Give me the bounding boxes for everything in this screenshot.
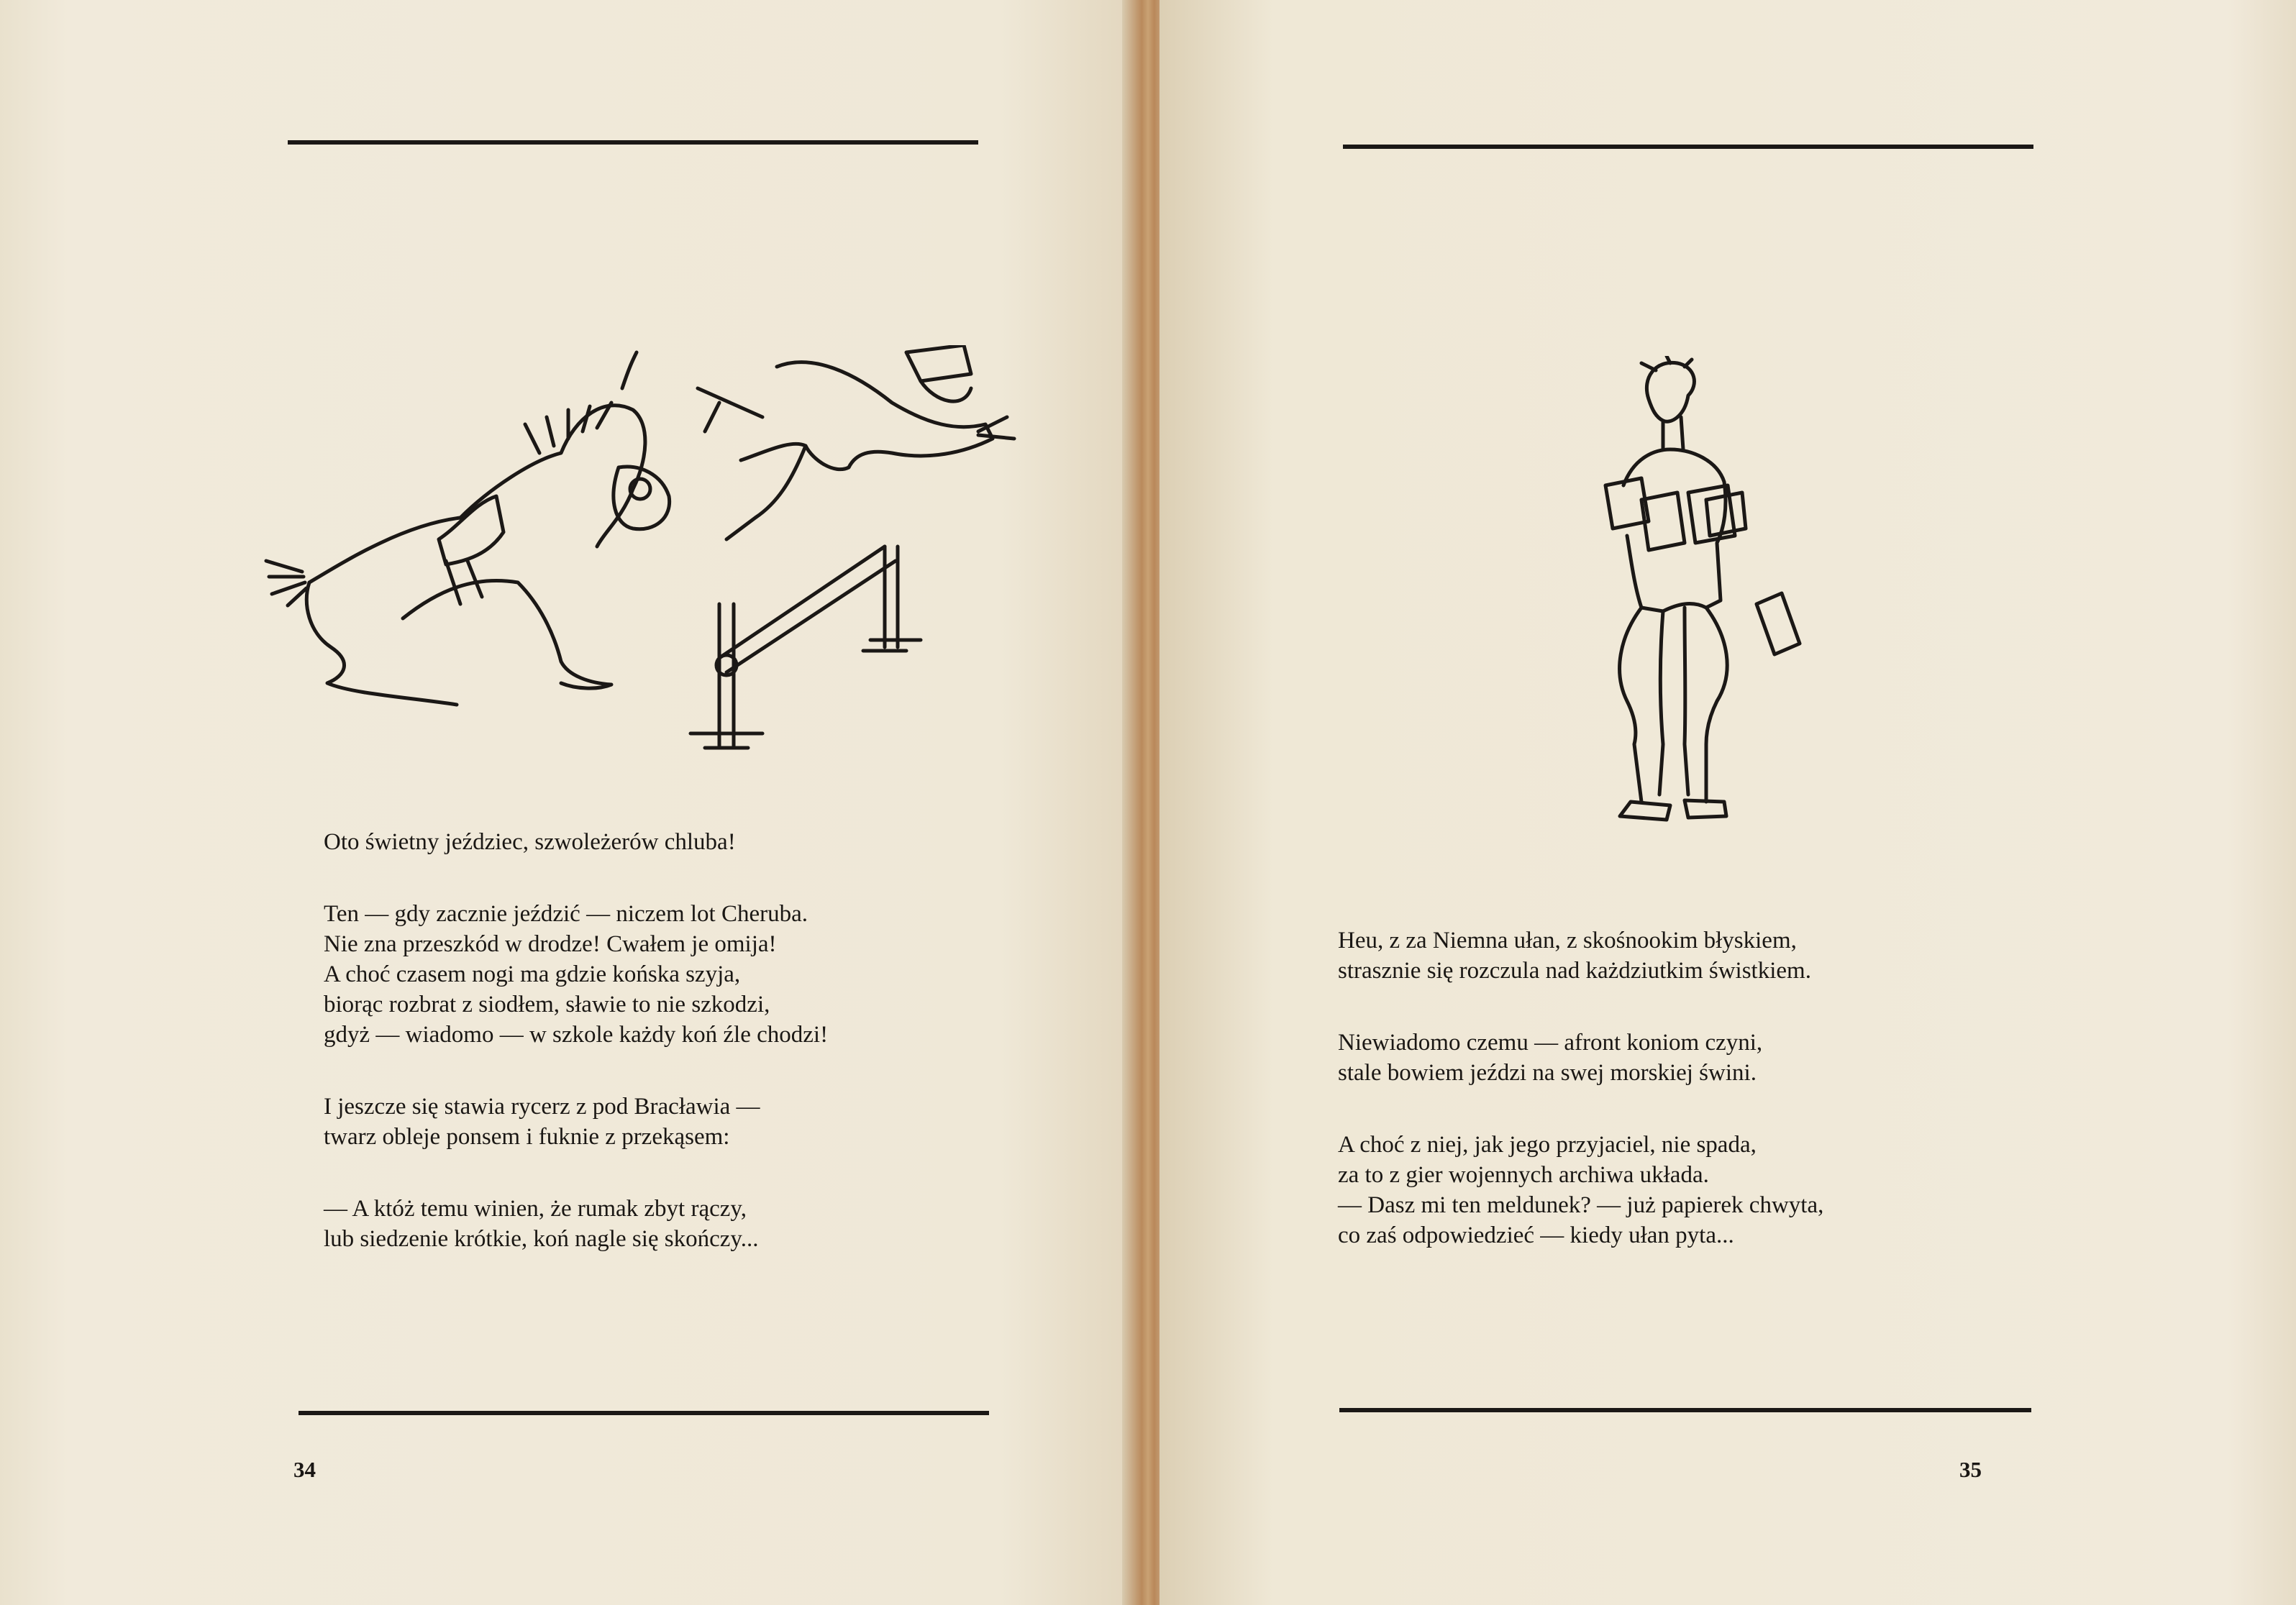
verse-line: Nie zna przeszkód w drodze! Cwałem je omija!: [324, 931, 777, 957]
left-page: [0, 0, 1136, 1605]
top-rule: [1343, 145, 2033, 149]
verse-line: Niewiadomo czemu — afront koniom czyni,: [1338, 1030, 1763, 1056]
verse-line: biorąc rozbrat z siodłem, sławie to nie szkodzi,: [324, 992, 770, 1018]
verse-line: lub siedzenie krótkie, koń nagle się skończy...: [324, 1226, 759, 1252]
stanza: [324, 899, 828, 1050]
bottom-rule: [299, 1411, 989, 1415]
uhlan-illustration: [1562, 356, 1807, 823]
verse-line: A choć z niej, jak jego przyjaciel, nie spada,: [1338, 1132, 1757, 1158]
stanza: [324, 827, 828, 857]
verse-line: — Dasz mi ten meldunek? — już papierek chwyta,: [1338, 1192, 1824, 1218]
verse-line: twarz obleje ponsem i fuknie z przekąsem:: [324, 1124, 730, 1150]
stanza: [324, 1194, 828, 1254]
left-verse: [324, 827, 828, 1296]
verse-line: za to z gier wojennych archiwa układa.: [1338, 1162, 1709, 1188]
horse-rider-drawing: [259, 345, 1021, 777]
page-number: 35: [1959, 1457, 1982, 1482]
right-page: [1160, 0, 2296, 1605]
horse-and-rider-illustration: [259, 345, 1021, 777]
verse-line: Oto świetny jeździec, szwoleżerów chluba!: [324, 829, 736, 855]
page-number: 34: [293, 1457, 316, 1482]
bottom-rule: [1339, 1408, 2031, 1412]
verse-line: stale bowiem jeździ na swej morskiej świni.: [1338, 1060, 1757, 1086]
uhlan-drawing: [1562, 356, 1807, 823]
stanza: [1338, 925, 1823, 986]
verse-line: Ten — gdy zacznie jeździć — niczem lot Cheruba.: [324, 901, 808, 927]
verse-line: A choć czasem nogi ma gdzie końska szyja,: [324, 961, 741, 987]
top-rule: [288, 140, 978, 145]
verse-line: Heu, z za Niemna ułan, z skośnookim błyskiem,: [1338, 928, 1797, 954]
right-verse: [1338, 925, 1823, 1292]
stanza: [324, 1092, 828, 1152]
verse-line: — A któż temu winien, że rumak zbyt rączy,: [324, 1196, 747, 1222]
verse-line: gdyż — wiadomo — w szkole każdy koń źle chodzi!: [324, 1022, 829, 1048]
verse-line: strasznie się rozczula nad każdziutkim świstkiem.: [1338, 958, 1811, 984]
verse-line: co zaś odpowiedzieć — kiedy ułan pyta...: [1338, 1222, 1734, 1248]
verse-line: I jeszcze się stawia rycerz z pod Bracławia —: [324, 1094, 760, 1120]
stanza: [1338, 1028, 1823, 1088]
stanza: [1338, 1130, 1823, 1250]
